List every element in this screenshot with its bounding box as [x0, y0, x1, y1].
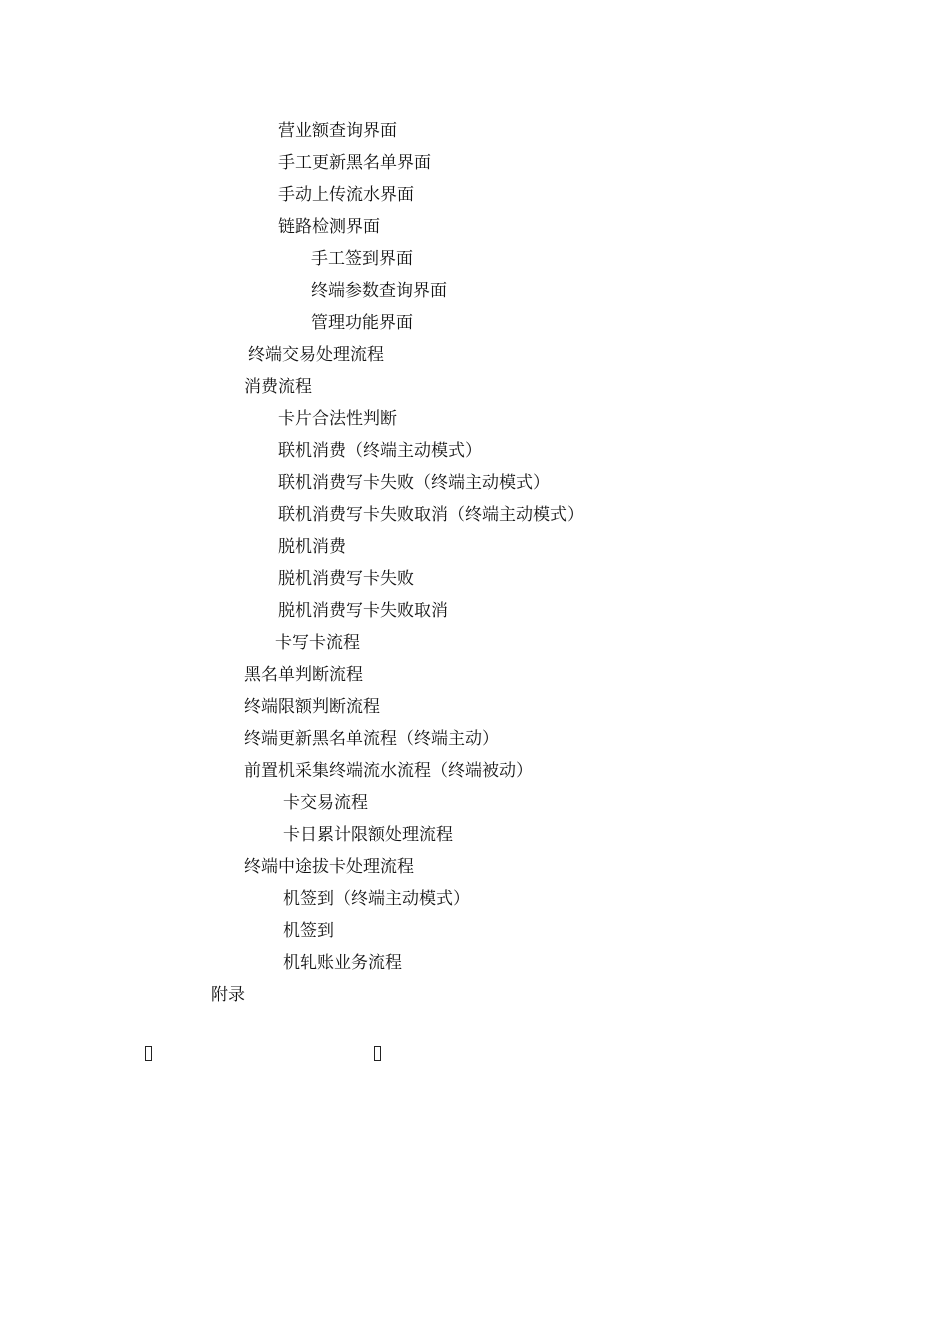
- toc-entry: 脱机消费写卡失败取消: [278, 601, 448, 621]
- toc-entry: 联机消费写卡失败（终端主动模式）: [278, 473, 550, 493]
- toc-entry: 联机消费（终端主动模式）: [278, 441, 482, 461]
- toc-entry: 手工签到界面: [311, 249, 413, 269]
- toc-entry: 机轧账业务流程: [283, 953, 402, 973]
- toc-entry: 黑名单判断流程: [244, 665, 363, 685]
- toc-entry: 前置机采集终端流水流程（终端被动）: [244, 761, 533, 781]
- toc-entry: 脱机消费写卡失败: [278, 569, 414, 589]
- toc-entry: 卡写卡流程: [275, 633, 360, 653]
- toc-entry: 机签到: [283, 921, 334, 941]
- toc-entry: 机签到（终端主动模式）: [283, 889, 470, 909]
- toc-entry: 终端更新黑名单流程（终端主动）: [244, 729, 499, 749]
- toc-entry: 终端限额判断流程: [244, 697, 380, 717]
- toc-entry: 终端交易处理流程: [248, 345, 384, 365]
- toc-entry: 终端中途拔卡处理流程: [244, 857, 414, 877]
- toc-entry: 脱机消费: [278, 537, 346, 557]
- toc-entry: 卡日累计限额处理流程: [283, 825, 453, 845]
- missing-glyph-icon: [374, 1046, 381, 1061]
- toc-entry: 附录: [211, 985, 245, 1005]
- missing-glyph-icon: [145, 1046, 152, 1061]
- toc-entry: 管理功能界面: [311, 313, 413, 333]
- toc-entry: 消费流程: [244, 377, 312, 397]
- toc-entry: 卡片合法性判断: [278, 409, 397, 429]
- toc-entry: 链路检测界面: [278, 217, 380, 237]
- toc-entry: 终端参数查询界面: [311, 281, 447, 301]
- toc-entry: 卡交易流程: [283, 793, 368, 813]
- toc-entry: 手动上传流水界面: [278, 185, 414, 205]
- toc-entry: 联机消费写卡失败取消（终端主动模式）: [278, 505, 584, 525]
- toc-entry: 手工更新黑名单界面: [278, 153, 431, 173]
- toc-entry: 营业额查询界面: [278, 121, 397, 141]
